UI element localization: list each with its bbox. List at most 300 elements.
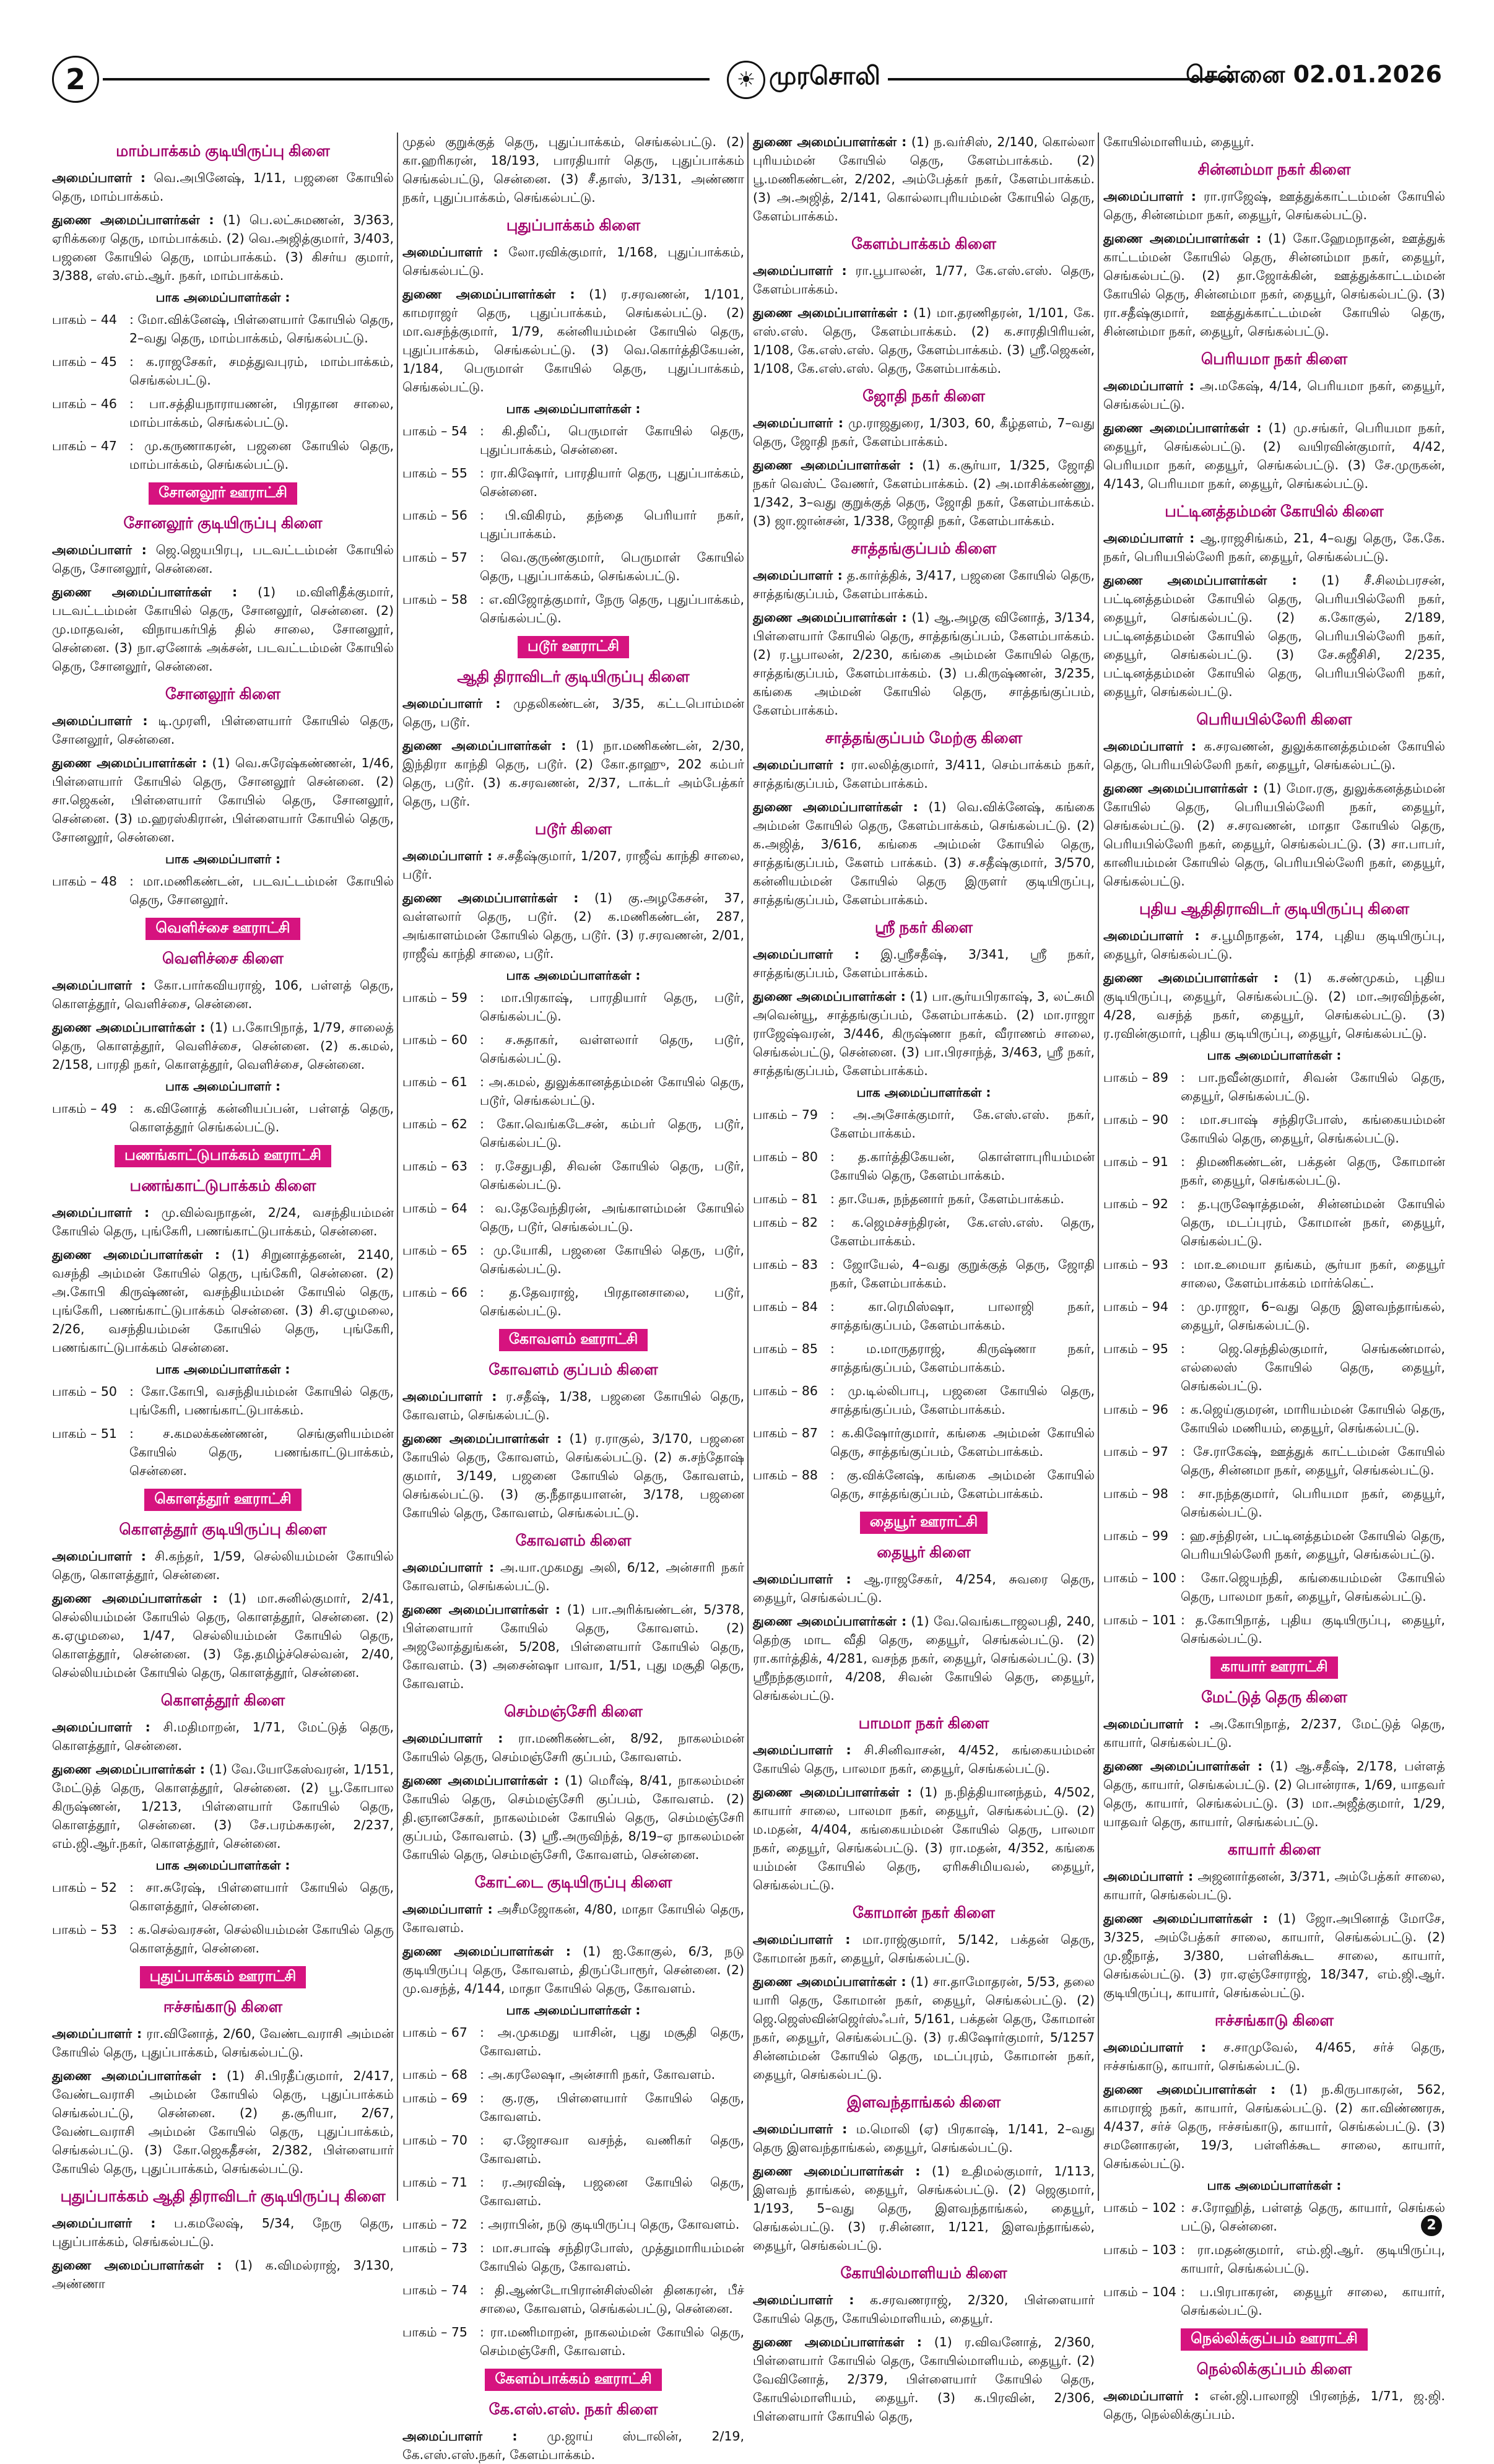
entry-label: துணை அமைப்பாளர்கள் : [52, 1762, 206, 1777]
booth-number: பாகம் – 66 [402, 1285, 467, 1300]
booth-number: பாகம் – 103 [1103, 2242, 1176, 2257]
organiser-entry [402, 1900, 744, 1937]
organiser-entry [52, 2256, 394, 2293]
booth-organiser: : ரா.மணிமாறன், நாகலம்மன் கோயில் தெரு, செம்மஞ்சேரி, கோவளம். [480, 2325, 744, 2358]
booth-organiser: : தா.யேசு, நந்தனார் நகர், கேளம்பாக்கம். [830, 1191, 1064, 1206]
booth-organiser: : எ.விஜோத்குமார், நேரு தெரு, புதுப்பாக்கம், செங்கல்பட்டு. [480, 592, 744, 625]
organiser-entry [52, 1589, 394, 1682]
organiser-entry [753, 566, 1095, 603]
organiser-entry [52, 1018, 394, 1074]
organiser-entry [1103, 571, 1445, 701]
organiser-entry [52, 583, 394, 676]
booth-entry [402, 2281, 744, 2318]
organiser-entry [1103, 1715, 1445, 1752]
booth-organiser: : பா.நவீன்குமார், சிவன் கோயில் தெரு, தையூர், செங்கல்பட்டு. [1181, 1070, 1445, 1104]
organiser-entry [1103, 1867, 1445, 1904]
organiser-entry [52, 1203, 394, 1240]
booth-entry [402, 2131, 744, 2168]
entry-label: அமைப்பாளர் : [1103, 2040, 1206, 2055]
booth-entry [753, 1255, 1095, 1292]
footer-page-number: 2 [1421, 2215, 1442, 2236]
masthead-logo [727, 57, 882, 100]
branch-heading: மாம்பாக்கம் குடியிருப்பு கிளை [116, 142, 330, 160]
organiser-entry [1103, 1909, 1445, 2002]
branch-heading: கொளத்தூர் குடியிருப்பு கிளை [119, 1521, 327, 1538]
entry-label: அமைப்பாளர் : [753, 2292, 854, 2307]
branch-heading: வெளிச்சை கிளை [162, 950, 284, 967]
entry-text: இ.ஸ்ரீசதீஷ், 3/341, ஸ்ரீ நகர், சாத்தங்குப்பம், கேளம்பாக்கம். [753, 947, 1095, 980]
entry-text: (1) ஜோ.அபினாத் மோசே, 3/325, அம்பேத்கர் சாலை, காயார், செங்கல்பட்டு. (2) மு.ஜீநாத், 3/380, பள்ளிக்கூட சாலை, காயார், செங்கல்பட்டு. (3) ரா.ஏஞ்சோராஜ், 18/347, எம்.ஜி.ஆர். குடியிருப்பு, காயார், செங்கல்பட்டு. [1103, 1911, 1445, 2000]
booth-organiser: : சே.ராகேஷ், ஊத்துக் காட்டம்மன் கோயில் தெரு, சின்னமா நகர், தையூர், செங்கல்பட்டு. [1181, 1444, 1445, 1478]
booth-number: பாகம் – 81 [753, 1191, 818, 1206]
organiser-entry [753, 303, 1095, 378]
booth-entry [1103, 1526, 1445, 1564]
booth-organiser: : மு.யோகி, பஜனை கோயில் தெரு, படூர், செங்கல்பட்டு. [480, 1243, 744, 1276]
booth-entry [1103, 1195, 1445, 1250]
booth-number: பாகம் – 58 [402, 592, 467, 607]
entry-label: துணை அமைப்பாளர்கள் : [402, 1602, 561, 1617]
column-divider [747, 133, 749, 2201]
booth-number: பாகம் – 61 [402, 1074, 467, 1089]
booth-organiser: : அ.கரலேஷா, அன்சாரி நகர், கோவளம். [480, 2067, 716, 2082]
organiser-entry [753, 987, 1095, 1080]
entry-text: (1) ந.கிருபாகரன், 562, காமராஜ் நகர், காயார், செங்கல்பட்டு. (2) கா.விண்ணரசு, 4/437, சர்ச் தெரு, ஈச்சங்காடு, காயார், செங்கல்பட்டு. (3) சமனோகரன், 19/3, பள்ளிக்கூட சாலை, காயார், செங்கல்பட்டு. [1103, 2082, 1446, 2171]
booth-entry [1103, 1484, 1445, 1521]
panchayat-banner: சோனலூர் ஊராட்சி [149, 482, 297, 505]
booth-number: பாகம் – 83 [753, 1257, 818, 1272]
booth-entry [1103, 1569, 1445, 1606]
booth-entry [1103, 1400, 1445, 1437]
organiser-entry [402, 1429, 744, 1522]
entry-text: (1) பா.சூர்யபிரகாஷ், 3, லட்சுமி அவென்யூ, சாத்தங்குப்பம், கேளம்பாக்கம். (2) மா.ராஜா ராஜேஷ்வரன், 3/446, கிருஷ்ணா நகர், வீராணம் சாலை, செங்கல்பட்டு, சென்னை. (3) பா.பிரசாந்த், 3/463, ஸ்ரீ நகர், சாத்தங்குப்பம், கேளம்பாக்கம். [753, 989, 1095, 1078]
booth-organiser: : அராபின், நடு குடியிருப்பு தெரு, கோவளம். [480, 2217, 740, 2232]
booth-number: பாகம் – 92 [1103, 1196, 1168, 1211]
entry-text: (1) கோ.ஹேமநாதன், ஊத்துக் காட்டம்மன் கோயில் தெரு, சின்னம்மா நகர், தையூர், செங்கல்பட்டு. (2) தா.ஜோக்கின், ஊத்துக்காட்டம்மன் கோயில் தெரு, சின்னம்மா நகர், தையூர், செங்கல்பட்டு. (3) ரா.சதீஷ்குமார், ஊத்துக்காட்டம்மன் கோயில் தெரு, சின்னம்மா நகர், தையூர், செங்கல்பட்டு. [1103, 231, 1445, 339]
organiser-entry [1103, 2387, 1445, 2424]
booth-number: பாகம் – 75 [402, 2325, 467, 2340]
section-caption: பாக அமைப்பாளர்கள் : [155, 1362, 290, 1377]
entry-text: (1) பா.அரிக்ஙண்டன், 5/378, பிள்ளையார் கோயில் தெரு, கோவளம். (2) அஜலோத்துங்கன், 5/208, பிள்ளையார் கோயில் தெரு, கோவளம். (3) அசைன்ஷா பாவா, 1/51, புது மசூதி தெரு, கோவளம். [402, 1602, 744, 1691]
entry-label: அமைப்பாளர் : [1103, 2388, 1199, 2403]
organiser-entry [52, 754, 394, 847]
entry-text: லோ.ரவிக்குமார், 1/168, புதுப்பாக்கம், செங்கல்பட்டு. [402, 245, 744, 278]
booth-entry [402, 506, 744, 543]
booth-entry [1103, 1068, 1445, 1105]
booth-organiser: : பி.விகிரம், தந்தை பெரியார் நகர், புதுப்பாக்கம். [480, 508, 744, 541]
booth-entry [753, 1466, 1095, 1503]
booth-organiser: : க.கிஷோர்குமார், கங்கை அம்மன் கோயில் தெரு, சாத்தங்குப்பம், கேளம்பாக்கம். [830, 1426, 1095, 1459]
section-caption: பாக அமைப்பாளர்கள் : [1207, 1048, 1342, 1063]
booth-entry [753, 1213, 1095, 1250]
booth-organiser: : வ.தேவேந்திரன், அங்காளம்மன் கோயில் தெரு, படூர், செங்கல்பட்டு. [480, 1201, 744, 1234]
booth-organiser: : கு.ரகு, பிள்ளையார் கோயில் தெரு, கோவளம். [480, 2091, 744, 2124]
booth-number: பாகம் – 73 [402, 2240, 467, 2255]
booth-number: பாகம் – 51 [52, 1426, 117, 1441]
entry-label: அமைப்பாளர் : [1103, 189, 1196, 204]
column-divider [1098, 133, 1099, 2201]
entry-text: (1) க.விமல்ராஜ், 3/130, அண்ணா [52, 2258, 394, 2291]
entry-label: துணை அமைப்பாளர்கள் : [753, 305, 908, 320]
entry-label: அமைப்பாளர் : [753, 1572, 851, 1587]
booth-entry [1103, 1255, 1445, 1292]
entry-text: மு.ஜாய் ஸ்டாலின், 2/19, கே.எஸ்.எஸ்.நகர், கேளம்பாக்கம். [402, 2429, 744, 2462]
booth-number: பாகம் – 64 [402, 1201, 467, 1216]
organiser-entry [52, 168, 394, 206]
entry-text: (1) ர.சரவணன், 1/101, காமராஜர் தெரு, புதுப்பாக்கம், செங்கல்பட்டு. (2) மா.வசந்த்குமார், 1/79, கன்னியம்மன் கோயில் தெரு, புதுப்பாக்கம், செங்கல்பட்டு. (3) வெ.கொர்த்திகேயன், 1/184, பெருமாள் கோயில் தெரு, புதுப்பாக்கம், செங்கல்பட்டு. [402, 287, 744, 394]
entry-label: அமைப்பாளர் : [1103, 928, 1200, 943]
booth-number: பாகம் – 87 [753, 1426, 818, 1440]
booth-organiser: : பா.சத்தியநாராயணன், பிரதான சாலை, மாம்பாக்கம், செங்கல்பட்டு. [129, 396, 394, 430]
booth-organiser: : கோ.ஜெயந்தி, கங்கையம்மன் கோயில் தெரு, பாலமா நகர், தையூர், செங்கல்பட்டு. [1181, 1570, 1445, 1604]
booth-number: பாகம் – 89 [1103, 1070, 1168, 1085]
organiser-entry [753, 1783, 1095, 1894]
booth-entry [753, 1105, 1095, 1143]
newspaper-name: முரசொலி [769, 62, 880, 90]
entry-label: அமைப்பாளர் : [1103, 531, 1195, 546]
entry-text: கோயில்மாளியம், தையூர். [1103, 134, 1254, 149]
branch-heading: தையூர் கிளை [877, 1544, 971, 1561]
booth-entry [52, 1920, 394, 1957]
booth-number: பாகம் – 85 [753, 1341, 818, 1356]
branch-heading: ஈச்சங்காடு கிளை [1214, 2012, 1334, 2029]
organiser-entry [402, 694, 744, 731]
booth-organiser: : த.கார்த்திகேயன், கொள்ளாபுரியம்மன் கோயில் தெரு, கேளம்பாக்கம். [830, 1149, 1095, 1183]
organiser-entry [402, 2427, 744, 2464]
entry-label: துணை அமைப்பாளர்கள் : [753, 1785, 913, 1800]
booth-organiser: : வெ.குருண்குமார், பெருமாள் கோயில் தெரு, புதுப்பாக்கம், செங்கல்பட்டு. [480, 550, 744, 583]
branch-heading: சின்னம்மா நகர் கிளை [1197, 161, 1351, 178]
entry-label: அமைப்பாளர் : [52, 978, 146, 993]
booth-number: பாகம் – 72 [402, 2217, 467, 2232]
booth-entry [402, 988, 744, 1025]
organiser-entry [52, 2214, 394, 2251]
booth-organiser: : மா.உமையா தங்கம், சூர்யா நகர், தையூர் சாலை, கேளம்பாக்கம் மார்க்கெட். [1181, 1257, 1445, 1291]
booth-number: பாகம் – 63 [402, 1159, 467, 1173]
branch-heading: கே.எஸ்.எஸ். நகர் கிளை [489, 2401, 658, 2418]
entry-text: (1) மு.சங்கர், பெரியமா நகர், தையூர், செங்கல்பட்டு. (2) வயிரவின்குமார், 4/42, பெரியமா நகர், தையூர், செங்கல்பட்டு. (3) சே.முருகன், 4/143, பெரியமா நகர், தையூர், செங்கல்பட்டு. [1103, 420, 1445, 491]
organiser-entry [402, 1600, 744, 1693]
organiser-entry [753, 1972, 1095, 2084]
entry-label: துணை அமைப்பாளர்கள் : [753, 1974, 906, 1989]
organiser-entry [402, 1387, 744, 1424]
entry-label: துணை அமைப்பாளர்கள் : [753, 1614, 907, 1629]
section-caption: பாக அமைப்பாளர்கள் : [155, 1858, 290, 1873]
booth-entry [402, 590, 744, 627]
organiser-entry [753, 261, 1095, 298]
panchayat-banner: வெளிச்சை ஊராட்சி [145, 918, 300, 940]
column-2 [402, 133, 745, 2462]
organiser-entry [402, 285, 744, 396]
entry-text: (1) சீ.சிலம்பரசன், பட்டினத்தம்மன் கோயில் தெரு, பெரியபில்லேரி நகர், தையூர், செங்கல்பட்டு. (2) க.கோகுல், 2/189, பட்டினத்தம்மன் கோயில் தெரு, பெரியபில்லேரி நகர், தையூர், செங்கல்பட்டு. (3) சே.சுஜீசிசி, 2/235, பட்டினத்தம்மன் கோயில் தெரு, பெரியபில்லேரி நகர், தையூர், செங்கல்பட்டு. [1103, 573, 1445, 699]
booth-entry [753, 1190, 1095, 1208]
masthead [52, 52, 1442, 105]
column-3 [753, 133, 1095, 2424]
booth-entry [1103, 2198, 1445, 2235]
section-caption: பாக அமைப்பாளர் : [165, 851, 280, 866]
booth-entry [402, 464, 744, 501]
branch-heading: படூர் கிளை [534, 821, 612, 838]
booth-entry [402, 548, 744, 585]
booth-number: பாகம் – 69 [402, 2091, 467, 2105]
booth-organiser: : க.ஜெமச்சந்திரன், கே.எஸ்.எஸ். தெரு, கேளம்பாக்கம். [830, 1215, 1095, 1248]
booth-entry [402, 2023, 744, 2060]
entry-label: துணை அமைப்பாளர்கள் : [52, 212, 214, 227]
branch-heading: ஸ்ரீ நகர் கிளை [874, 919, 973, 936]
entry-text: ரா.ராஜேஷ், ஊத்துக்காட்டம்மன் கோயில் தெரு, சின்னம்மா நகர், தையூர், செங்கல்பட்டு. [1103, 189, 1445, 222]
booth-entry [402, 422, 744, 459]
organiser-entry [52, 2024, 394, 2061]
booth-organiser: : மா.சபாஷ் சந்திரபோஸ், கங்கையம்மன் கோயில் தெரு, தையூர், செங்கல்பட்டு. [1181, 1112, 1445, 1146]
booth-number: பாகம் – 88 [753, 1468, 818, 1482]
booth-number: பாகம் – 101 [1103, 1613, 1176, 1627]
organiser-entry [1103, 969, 1445, 1043]
entry-label: அமைப்பாளர் : [52, 170, 146, 185]
organiser-entry [1103, 133, 1445, 151]
entry-text: க.சரவணராஜ், 2/320, பிள்ளையார் கோயில் தெரு, கோயில்மாளியம், தையூர். [753, 2292, 1095, 2326]
booth-number: பாகம் – 65 [402, 1243, 467, 1258]
entry-label: துணை அமைப்பாளர்கள் : [52, 1247, 220, 1262]
organiser-entry [1103, 529, 1445, 566]
entry-text: (1) சா.தாமோதரன், 5/53, தலை யாரி தெரு, கோமான் நகர், தையூர், செங்கல்பட்டு. (2) ஜெ.ஜெஸ்வின்ஜெர்ஸ்ஃபர், 5/161, பக்தன் தெரு, கோமான் நகர், தையூர், செங்கல்பட்டு. (3) ர.கிஷோர்குமார், 5/1257 சின்னம்மன் கோயில் தெரு, மடப்புரம், கோமான் நகர், தையூர், செங்கல்பட்டு. [753, 1974, 1095, 2082]
column-1 [52, 133, 394, 2291]
entry-label: துணை அமைப்பாளர்கள் : [1103, 1759, 1263, 1774]
organiser-entry [753, 1612, 1095, 1705]
booth-entry [1103, 1110, 1445, 1147]
entry-text: வெ.அபினேஷ், 1/11, பஜனை கோயில் தெரு, மாம்பாக்கம். [52, 170, 394, 204]
branch-heading: சோனலூர் கிளை [165, 686, 281, 703]
organiser-entry [753, 2333, 1095, 2426]
entry-label: அமைப்பாளர் : [402, 696, 501, 711]
booth-number: பாகம் – 93 [1103, 1257, 1168, 1272]
entry-text: (1) மா.சுனில்குமார், 2/41, செல்லியம்மன் கோயில் தெரு, கொளத்தூர், சென்னை. (2) க.ஏழுமலை, 1/47, செல்லியம்மன் கோயில் தெரு, கொளத்தூர், சென்னை. (3) தே.தமிழ்ச்செல்வன், 2/40, செல்லியம்மன் கோயில் தெரு, கொளத்தூர், சென்னை. [52, 1591, 394, 1680]
entry-text: (1) வே.வெங்கடாஜலபதி, 240, தெற்கு மாட வீதி தெரு, தையூர், செங்கல்பட்டு. (2) ரா.கார்த்திக், 4/281, வசந்த நகர், தையூர், செங்கல்பட்டு. (3) ஸ்ரீநந்தகுமார், 4/208, சிவன் கோயில் தெரு, தையூர், செங்கல்பட்டு. [753, 1614, 1095, 1703]
branch-heading: சாத்தங்குப்பம் மேற்கு கிளை [825, 729, 1023, 747]
column-4 [1103, 133, 1446, 2422]
entry-label: துணை அமைப்பாளர்கள் : [402, 1944, 571, 1959]
booth-organiser: : மோ.விக்னேஷ், பிள்ளையார் கோயில் தெரு, 2–வது தெரு, மாம்பாக்கம், செங்கல்பட்டு. [129, 312, 394, 346]
organiser-entry [753, 1930, 1095, 1967]
entry-label: துணை அமைப்பாளர்கள் : [1103, 573, 1297, 588]
entry-label: அமைப்பாளர் : [1103, 378, 1194, 393]
booth-entry [402, 1073, 744, 1110]
entry-label: அமைப்பாளர் : [402, 1560, 495, 1575]
entry-label: துணை அமைப்பாளர்கள் : [753, 799, 918, 814]
booth-entry [402, 1030, 744, 1068]
entry-text: (1) ஐ.கோகுல், 6/3, நடு குடியிருப்பு தெரு, கோவளம், திருப்போரூர், சென்னை. (2) மு.வசந்த், 4/144, மாதா கோயில் தெரு, கோவளம். [402, 1944, 744, 1996]
booth-entry [1103, 1442, 1445, 1479]
booth-organiser: : த.தேவராஜ், பிரதானசாலை, படூர், செங்கல்பட்டு. [480, 1285, 744, 1318]
booth-entry [1103, 1339, 1445, 1395]
booth-number: பாகம் – 48 [52, 874, 117, 889]
booth-number: பாகம் – 44 [52, 312, 117, 327]
booth-organiser: : திமணிகண்டன், பக்தன் தெரு, கோமான் நகர், தையூர், செங்கல்பட்டு. [1181, 1154, 1445, 1188]
booth-entry [402, 2239, 744, 2276]
booth-entry [753, 1382, 1095, 1419]
entry-label: அமைப்பாளர் : [402, 848, 493, 863]
entry-label: துணை அமைப்பாளர்கள் : [753, 458, 914, 472]
booth-organiser: : சா.நந்தகுமார், பெரியமா நகர், தையூர், செங்கல்பட்டு. [1181, 1486, 1445, 1520]
entry-text: ஆ.ராஜசிங்கம், 21, 4–வது தெரு, கே.கே. நகர், பெரியபில்லேரி நகர், தையூர், செங்கல்பட்டு. [1103, 531, 1445, 564]
entry-label: துணை அமைப்பாளர்கள் : [753, 610, 907, 625]
entry-text: (1) க.சூர்யா, 1/325, ஜோதி நகர் வெஸ்ட் வேணர், கேளம்பாக்கம். (2) அ.மாசிக்கண்ணு, 1/342, 3–வது குறுக்குத் தெரு, ஜோதி நகர், கேளம்பாக்கம். (3) ஜா.ஜான்சன், 1/338, ஜோதி நகர், கேளம்பாக்கம். [753, 458, 1095, 528]
booth-number: பாகம் – 91 [1103, 1154, 1168, 1169]
branch-heading: பெரியமா நகர் கிளை [1201, 350, 1348, 368]
booth-organiser: : ப.பிரபாகரன், தையூர் சாலை, காயார், செங்கல்பட்டு. [1181, 2284, 1445, 2318]
entry-text: அசீமஜோகன், 4/80, மாதா கோயில் தெரு, கோவளம். [402, 1902, 744, 1935]
booth-number: பாகம் – 102 [1103, 2200, 1176, 2215]
booth-entry [402, 2323, 744, 2360]
booth-entry [52, 394, 394, 432]
entry-label: துணை அமைப்பாளர்கள் : [52, 1020, 206, 1035]
booth-entry [1103, 1297, 1445, 1334]
entry-text: (1) மா.தரணிதரன், 1/101, கே. எஸ்.எஸ். தெரு, கேளம்பாக்கம். (2) க.சாரதிபிரியன், 1/108, கே.எஸ்.எஸ். தெரு, கேளம்பாக்கம். (3) ஸ்ரீ.ஜெகன், 1/108, கே.எஸ்.எஸ். தெரு, கேளம்பாக்கம். [753, 305, 1095, 376]
entry-text: அஜனார்தனன், 3/371, அம்பேத்கர் சாலை, காயார், செங்கல்பட்டு. [1103, 1869, 1445, 1902]
entry-text: (1) ர.விவனோத், 2/360, பிள்ளையார் கோயில் தெரு, கோயில்மாளியம், தையூர். (2) வேவினோத், 2/379, பிள்ளையார் கோயில் தெரு, கோயில்மாளியம், தையூர். (3) க.பிரவின், 2/306, பிள்ளையார் கோயில் தெரு, [753, 2335, 1095, 2424]
page-number-badge: 2 [52, 56, 99, 103]
booth-number: பாகம் – 95 [1103, 1341, 1168, 1356]
entry-text: அ.யா.முகமது அலி, 6/12, அன்சாரி நகர் கோவளம், செங்கல்பட்டு. [402, 1560, 744, 1593]
branch-heading: கேளம்பாக்கம் கிளை [851, 235, 996, 253]
booth-number: பாகம் – 56 [402, 508, 467, 523]
entry-text: மா.ராஜ்குமார், 5/142, பக்தன் தெரு, கோமான் நகர், தையூர், செங்கல்பட்டு. [753, 1932, 1095, 1966]
entry-text: (1) ஆ.அழகு வினோத், 3/134, பிள்ளையார் கோயில் தெரு, சாத்தங்குப்பம், கேளம்பாக்கம். (2) ர.பூபாலன், 2/230, கங்கை அம்மன் கோயில் தெரு, சாத்தங்குப்பம், கேளம்பாக்கம். (3) ப.கிருஷ்ணன், 3/235, கங்கை அம்மன் கோயில் தெரு, சாத்தங்குப்பம், கேளம்பாக்கம். [753, 610, 1095, 718]
section-caption: பாக அமைப்பாளர்கள் : [856, 1085, 991, 1100]
entry-label: துணை அமைப்பாளர்கள் : [402, 1773, 559, 1788]
entry-text: ம.மொலி (ஏ) பிரகாஷ், 1/141, 2–வது தெரு இளவந்தாங்கல், தையூர், செங்கல்பட்டு. [753, 2122, 1095, 2155]
organiser-entry [753, 608, 1095, 720]
entry-text: ரா.பூபாலன், 1/77, கே.எஸ்.எஸ். தெரு, கேளம்பாக்கம். [753, 263, 1095, 297]
booth-organiser: : மு.டில்லிபாபு, பஜனை கோயில் தெரு, சாத்தங்குப்பம், கேளம்பாக்கம். [830, 1383, 1095, 1417]
booth-entry [402, 2089, 744, 2126]
booth-organiser: : அ.முகமது யாசின், புது மசூதி தெரு, கோவளம். [480, 2025, 744, 2058]
organiser-entry [402, 1942, 744, 1998]
organiser-entry [52, 541, 394, 578]
booth-organiser: : க.ஜெய்குமரன், மாரியம்மன் கோயில் தெரு, கோயில் மணியம், தையூர், செங்கல்பட்டு. [1181, 1402, 1445, 1435]
booth-number: பாகம் – 100 [1103, 1570, 1176, 1585]
entry-label: அமைப்பாளர் : [753, 568, 843, 583]
booth-organiser: : ரா.கிஷோர், பாரதியார் தெரு, புதுப்பாக்கம், சென்னை. [480, 466, 744, 499]
branch-heading: செம்மஞ்சேரி கிளை [504, 1703, 643, 1720]
booth-number: பாகம் – 68 [402, 2067, 467, 2082]
organiser-entry [402, 1771, 744, 1864]
panchayat-banner: படூர் ஊராட்சி [518, 636, 629, 658]
branch-heading: சோனலூர் குடியிருப்பு கிளை [123, 515, 323, 532]
section-caption: பாக அமைப்பாளர்கள் : [506, 401, 641, 416]
booth-entry [52, 1382, 394, 1419]
entry-text: அ.கோபிநாத், 2/237, மேட்டுத் தெரு, காயார், செங்கல்பட்டு. [1103, 1717, 1446, 1750]
entry-label: அமைப்பாளர் : [753, 416, 844, 430]
organiser-entry [1103, 229, 1445, 341]
organiser-entry [753, 1570, 1095, 1607]
entry-text: (1) ந.வர்சிஸ், 2/140, கொல்லா புரியம்மன் கோயில் தெரு, கேளம்பாக்கம். (2) பூ.மணிகண்டன், 2/202, அம்பேத்கர் நகர், கேளம்பாக்கம். (3) அ.அஜித், 2/141, கொல்லாபுரியம்மன் கோயில் தெரு, கேளம்பாக்கம். [753, 134, 1095, 224]
entry-label: அமைப்பாளர் : [1103, 1869, 1194, 1884]
organiser-entry [753, 2162, 1095, 2255]
organiser-entry [402, 736, 744, 811]
section-caption: பாக அமைப்பாளர் : [165, 1079, 280, 1094]
entry-text: சி.கந்தர், 1/59, செல்லியம்மன் கோயில் தெரு, கொளத்தூர், சென்னை. [52, 1549, 394, 1582]
entry-text: ச.பூமிநாதன், 174, புதிய குடியிருப்பு, தையூர், செங்கல்பட்டு. [1103, 928, 1445, 962]
panchayat-banner: நெல்லிக்குப்பம் ஊராட்சி [1181, 2328, 1368, 2351]
organiser-entry [1103, 779, 1445, 890]
branch-heading: பெரியபில்லேரி கிளை [1196, 711, 1352, 728]
entry-label: அமைப்பாளர் : [402, 245, 498, 259]
entry-label: துணை அமைப்பாளர்கள் : [1103, 1911, 1268, 1926]
booth-organiser: : கோ.வெங்கடேசன், கம்பர் தெரு, படூர், செங்கல்பட்டு. [480, 1117, 744, 1150]
entry-label: துணை அமைப்பாளர்கள் : [753, 134, 907, 149]
entry-text: (1) ம.விளிதீக்குமார், படவட்டம்மன் கோயில் தெரு, சோனலூர், சென்னை. (2) மு.மாதவன், விநாயகர்பித் தில் சாலை, சோனலூர், சென்னை. (3) நா.ஏனோக் அக்சன், படவட்டம்மன் கோயில் தெரு, சோனலூர், சென்னை. [52, 585, 394, 674]
branch-heading: காயார் கிளை [1227, 1841, 1321, 1858]
booth-organiser: : மு.கருணாகரன், பஜனை கோயில் தெரு, மாம்பாக்கம், செங்கல்பட்டு. [129, 438, 394, 472]
booth-number: பாகம் – 52 [52, 1880, 117, 1895]
entry-label: அமைப்பாளர் : [753, 1743, 851, 1757]
organiser-entry [1103, 419, 1445, 493]
branch-heading: ஆதி திராவிடர் குடியிருப்பு கிளை [457, 668, 690, 686]
entry-label: அமைப்பாளர் : [753, 2122, 848, 2136]
entry-label: அமைப்பாளர் : [52, 542, 147, 557]
entry-text: ரா.லலித்குமார், 3/411, செம்பாக்கம் நகர், சாத்தங்குப்பம், கேளம்பாக்கம். [753, 757, 1095, 791]
column-divider [397, 133, 398, 2201]
organiser-entry [1103, 2038, 1445, 2075]
entry-label: அமைப்பாளர் : [52, 713, 148, 728]
entry-text: க.சரவணன், துலுக்கானத்தம்மன் கோயில் தெரு, பெரியபில்லேரி நகர், தையூர், செங்கல்பட்டு. [1103, 739, 1445, 772]
branch-heading: கோவளம் குப்பம் கிளை [489, 1361, 658, 1378]
branch-heading: புதுப்பாக்கம் கிளை [506, 217, 641, 234]
booth-number: பாகம் – 67 [402, 2025, 467, 2040]
entry-label: துணை அமைப்பாளர்கள் : [1103, 231, 1262, 246]
entry-text: முதலிகண்டன், 3/35, கட்டபொம்மன் தெரு, படூர். [402, 696, 744, 729]
panchayat-banner: கொளத்தூர் ஊராட்சி [144, 1489, 301, 1511]
entry-text: (1) வெ.விக்னேஷ், கங்கை அம்மன் கோயில் தெரு, கேளம்பாக்கம், செங்கல்பட்டு. (2) க.அஜித், 3/616, கங்கை அம்மன் கோயில் தெரு, சாத்தங்குப்பம், கேளம் பாக்கம். (3) ச.சதீஷ்குமார், 3/570, கன்னியம்மன் கோயில் தெரு இருளர் குடியிருப்பு, சாத்தங்குப்பம், கேளம்பாக்கம். [753, 799, 1095, 907]
booth-organiser: : மு.ராஜா, 6–வது தெரு இளவந்தாங்கல், தையூர், செங்கல்பட்டு. [1181, 1299, 1445, 1333]
booth-organiser: : அ.கமல், துலுக்கானத்தம்மன் கோயில் தெரு, படூர், செங்கல்பட்டு. [480, 1074, 744, 1108]
booth-entry [753, 1147, 1095, 1185]
booth-number: பாகம் – 53 [52, 1922, 117, 1937]
booth-entry [52, 352, 394, 390]
booth-number: பாகம் – 82 [753, 1215, 818, 1230]
entry-text: (1) ர.ராகுல், 3/170, பஜனை கோயில் தெரு, கோவளம், செங்கல்பட்டு. (2) சு.சந்தோஷ் குமார், 3/149, பஜனை கோயில் தெரு, கோவளம், செங்கல்பட்டு. (3) கு.நீதாதயாளன், 3/178, பஜனை கோயில் தெரு, கோவளம், செங்கல்பட்டு. [402, 1431, 744, 1520]
branch-heading: கோட்டை குடியிருப்பு கிளை [474, 1874, 672, 1891]
branch-heading: கோமான் நகர் கிளை [853, 1904, 995, 1922]
entry-label: அமைப்பாளர் : [402, 1902, 493, 1917]
organiser-entry [402, 1558, 744, 1595]
entry-label: துணை அமைப்பாளர்கள் : [52, 1591, 218, 1606]
entry-label: துணை அமைப்பாளர்கள் : [52, 2068, 217, 2083]
masthead-rule-right [888, 78, 1235, 81]
booth-number: பாகம் – 74 [402, 2283, 467, 2297]
booth-organiser: : ச.சுதாகர், வள்ளலார் தெரு, படூர், செங்கல்பட்டு. [480, 1032, 744, 1066]
booth-organiser: : ஜோயேல், 4–வது குறுக்குத் தெரு, ஜோதி நகர், கேளம்பாக்கம். [830, 1257, 1095, 1291]
entry-text: (1) சி.பிரதீப்குமார், 2/417, வேண்டவராசி அம்மன் கோயில் தெரு, புதுப்பாக்கம் செங்கல்பட்டு, சென்னை. (2) த.சூரியா, 2/67, வேண்டவராசி அம்மன் கோயில் தெரு, புதுப்பாக்கம், செங்கல்பட்டு. (3) கோ.ஜெகதீசன், 2/382, பிள்ளையார் கோயில் தெரு, புதுப்பாக்கம், செங்கல்பட்டு. [52, 2068, 394, 2176]
panchayat-banner: கேளம்பாக்கம் ஊராட்சி [485, 2369, 662, 2391]
booth-number: பாகம் – 57 [402, 550, 467, 565]
entry-text: (1) சிறுனாத்தனன், 2140, வசந்தி அம்மன் கோயில் தெரு, புங்கேரி, சென்னை. (2) அ.கோபி கிருஷ்ணன், வசந்தியம்மன் கோயில் தெரு, புங்கேரி, பணங்காட்டுபாக்கம் சென்னை. (3) சி.ஏழுமலை, 2/26, வசந்தியம்மன் கோயில் தெரு, புங்கேரி, பணங்காட்டுபாக்கம் சென்னை. [52, 1247, 394, 1355]
booth-entry [1103, 1611, 1445, 1648]
booth-organiser: : மா.மணிகண்டன், படவட்டம்மன் கோயில் தெரு, சோனலூர். [129, 874, 394, 907]
booth-entry [402, 1199, 744, 1236]
branch-heading: கொளத்தூர் கிளை [160, 1692, 285, 1709]
organiser-entry [753, 2291, 1095, 2328]
branch-heading: புதிய ஆதிதிராவிடர் குடியிருப்பு கிளை [1139, 900, 1410, 918]
booth-organiser: : மா.பிரகாஷ், பாரதியார் தெரு, படூர், செங்கல்பட்டு. [480, 990, 744, 1024]
booth-number: பாகம் – 96 [1103, 1402, 1168, 1417]
entry-text: த.கார்த்திக், 3/417, பஜனை கோயில் தெரு, சாத்தங்குப்பம், கேளம்பாக்கம். [753, 568, 1095, 601]
branch-heading: புதுப்பாக்கம் ஆதி திராவிடர் குடியிருப்பு கிளை [60, 2188, 386, 2205]
entry-text: (1) உதிமல்குமார், 1/113, இளவந் தாங்கல், தையூர், செங்கல்பட்டு. (2) ஜெகுமார், 1/193, 5–வது தெரு, இளவந்தாங்கல், தையூர், செங்கல்பட்டு. (3) ர.சின்னா, 1/121, இளவந்தாங்கல், தையூர், செங்கல்பட்டு. [753, 2164, 1095, 2253]
entry-text: முதல் குறுக்குத் தெரு, புதுப்பாக்கம், செங்கல்பட்டு. (2) கா.ஹரிகரன், 18/193, பாரதியார் தெரு, புதுப்பாக்கம் செங்கல்பட்டு, சென்னை. (3) சீ.தாஸ், 3/131, அண்ணா நகர், புதுப்பாக்கம், செங்கல்பட்டு. [402, 134, 744, 205]
entry-label: அமைப்பாளர் : [1103, 739, 1197, 754]
entry-text: (1) ப.கோபிநாத், 1/79, சாலைத் தெரு, கொளத்தூர், வெளிச்சை, சென்னை. (2) க.கமல், 2/158, பாரதி நகர், கொளத்தூர், வெளிச்சை, சென்னை. [52, 1020, 394, 1072]
section-caption: பாக அமைப்பாளர்கள் : [506, 2003, 641, 2018]
